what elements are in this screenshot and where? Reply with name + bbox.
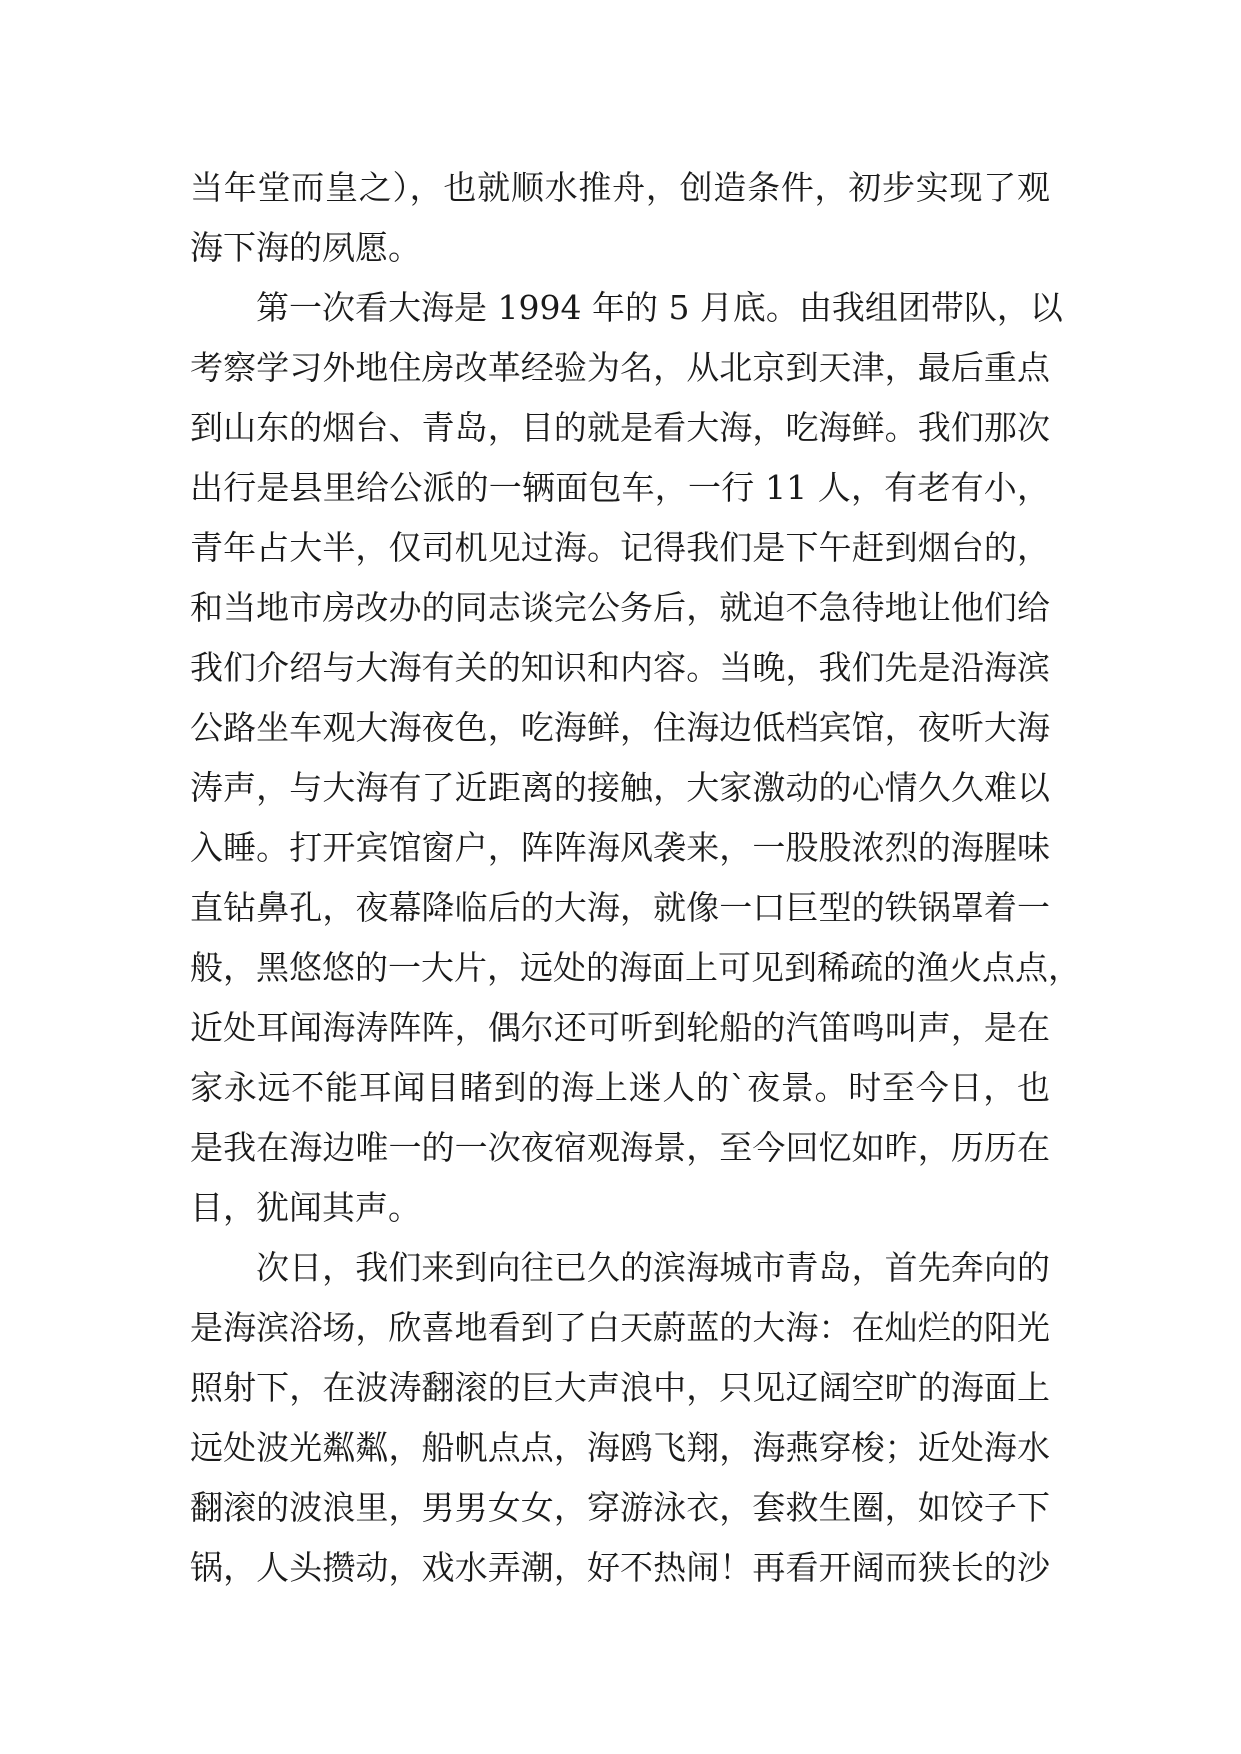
text-line: 出行是县里给公派的一辆面包车，一行 11 人，有老有小， xyxy=(190,468,1050,507)
document-body xyxy=(190,158,1081,1598)
text-line: 考察学习外地住房改革经验为名，从北京到天津，最后重点 xyxy=(190,348,1050,387)
text-line: 和当地市房改办的同志谈完公务后，就迫不急待地让他们给 xyxy=(190,588,1050,627)
text-line: 锅，人头攒动，戏水弄潮，好不热闹！再看开阔而狭长的沙 xyxy=(190,1548,1050,1587)
text-line: 到山东的烟台、青岛，目的就是看大海，吃海鲜。我们那次 xyxy=(190,408,1050,447)
text-line: 照射下，在波涛翻滚的巨大声浪中，只见辽阔空旷的海面上 xyxy=(190,1368,1050,1407)
text-line: 是海滨浴场，欣喜地看到了白天蔚蓝的大海：在灿烂的阳光 xyxy=(190,1308,1050,1347)
text-line: 目，犹闻其声。 xyxy=(190,1188,421,1227)
text-line: 青年占大半，仅司机见过海。记得我们是下午赶到烟台的， xyxy=(190,528,1050,567)
text-line: 入睡。打开宾馆窗户，阵阵海风袭来，一股股浓烈的海腥味 xyxy=(190,828,1050,867)
text-line: 近处耳闻海涛阵阵，偶尔还可听到轮船的汽笛鸣叫声，是在 xyxy=(190,1008,1050,1047)
text-line: 海下海的夙愿。 xyxy=(190,228,421,267)
text-line: 般，黑悠悠的一大片，远处的海面上可见到稀疏的渔火点点， xyxy=(190,948,1081,987)
text-line: 第一次看大海是 1994 年的 5 月底。由我组团带队，以 xyxy=(256,288,1063,327)
text-line: 家永远不能耳闻目睹到的海上迷人的`夜景。时至今日，也 xyxy=(190,1068,1050,1107)
text-line: 我们介绍与大海有关的知识和内容。当晚，我们先是沿海滨 xyxy=(190,648,1050,687)
paragraph xyxy=(190,158,1050,278)
paragraph xyxy=(190,1238,1050,1598)
text-line: 是我在海边唯一的一次夜宿观海景，至今回忆如昨，历历在 xyxy=(190,1128,1050,1167)
text-line: 直钻鼻孔，夜幕降临后的大海，就像一口巨型的铁锅罩着一 xyxy=(190,888,1050,927)
text-line: 涛声，与大海有了近距离的接触，大家激动的心情久久难以 xyxy=(190,768,1050,807)
paragraph xyxy=(190,278,1081,1238)
text-line: 次日，我们来到向往已久的滨海城市青岛，首先奔向的 xyxy=(256,1248,1050,1287)
text-line: 当年堂而皇之），也就顺水推舟，创造条件，初步实现了观 xyxy=(190,168,1050,207)
text-line: 远处波光粼粼，船帆点点，海鸥飞翔，海燕穿梭；近处海水 xyxy=(190,1428,1050,1467)
text-line: 公路坐车观大海夜色，吃海鲜，住海边低档宾馆，夜听大海 xyxy=(190,708,1050,747)
text-line: 翻滚的波浪里，男男女女，穿游泳衣，套救生圈，如饺子下 xyxy=(190,1488,1050,1527)
